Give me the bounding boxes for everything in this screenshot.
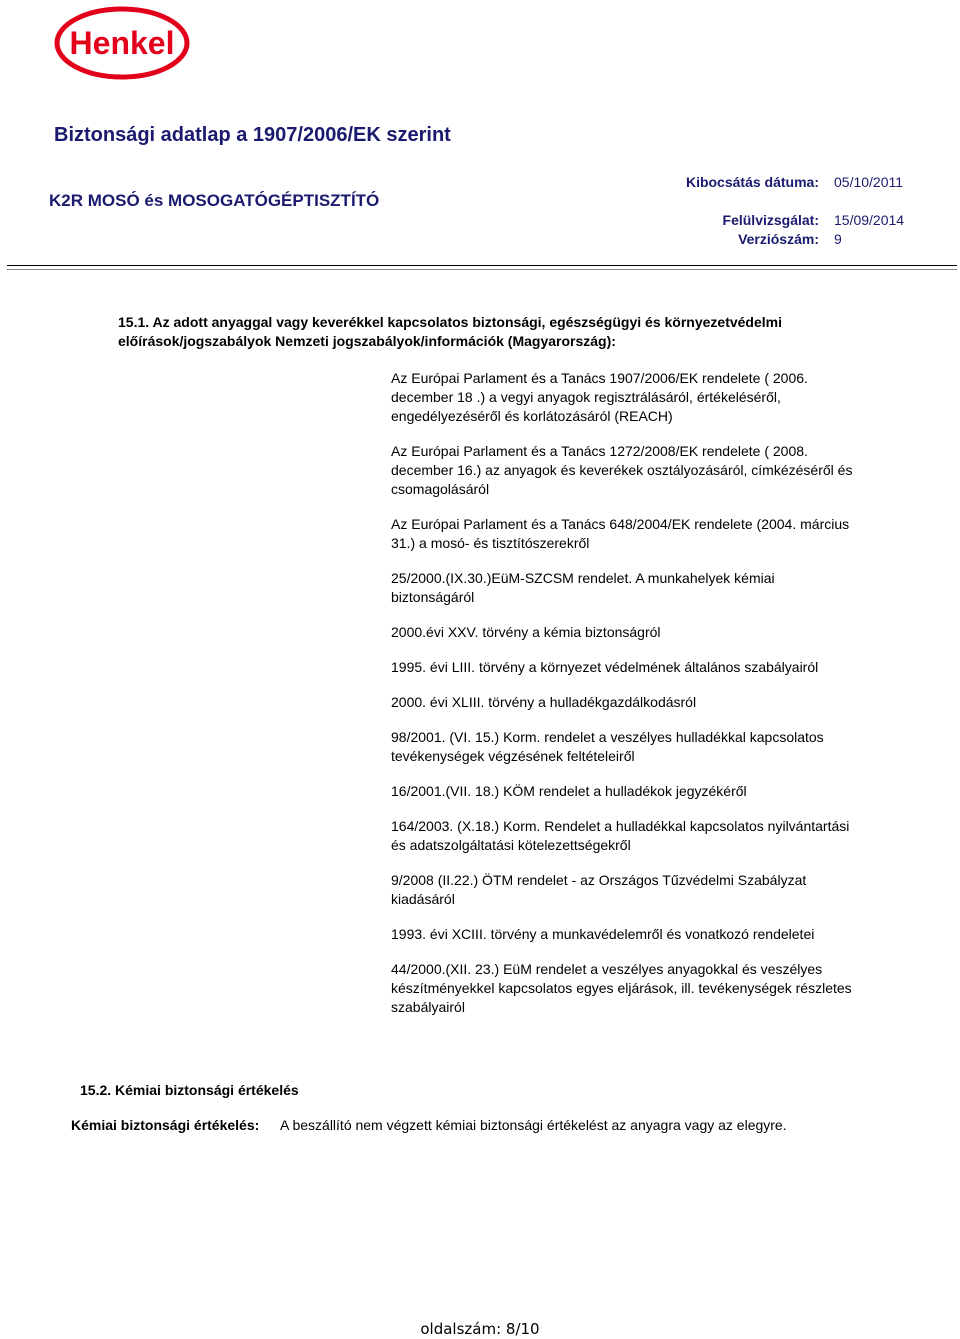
list-item: 1993. évi XCIII. törvény a munkavédelemről és vonatkozó rendeletei [391, 926, 815, 942]
list-item: 2000.évi XXV. törvény a kémia biztonságról [391, 624, 661, 640]
version-value: 9 [834, 231, 842, 247]
section-15-1-title: Az adott anyaggal vagy keverékkel kapcsolatos biztonsági, egészségügyi és környezetvédelmi előírások/jogszabályok Nemzeti jogszabályok/információk (Magyarország): [118, 314, 782, 349]
section-15-2-heading: 15.2. Kémiai biztonsági értékelés [80, 1082, 299, 1098]
document-title: Biztonsági adatlap a 1907/2006/EK szerint [54, 124, 451, 146]
list-item: 164/2003. (X.18.) Korm. Rendelet a hulladékkal kapcsolatos nyilvántartási és adatszolgáltatási kötelezettségekről [391, 818, 850, 853]
revision-date-label: Felülvizsgálat: [722, 212, 819, 228]
list-item: Az Európai Parlament és a Tanács 648/2004/EK rendelete (2004. március 31.) a mosó- és tisztítószerekről [391, 516, 850, 551]
assessment-value: A beszállító nem végzett kémiai biztonsági értékelést az anyagra vagy az elegyre. [280, 1117, 787, 1133]
list-item: 44/2000.(XII. 23.) EüM rendelet a veszélyes anyagokkal és veszélyes készítményekkel kapcsolatos egyes eljárások, ill. tevékenységek részletes szabályairól [391, 961, 852, 1015]
section-15-1-number: 15.1. [118, 314, 150, 330]
section-15-1-heading [118, 313, 848, 351]
list-item: 9/2008 (II.22.) ÖTM rendelet - az Országos Tűzvédelmi Szabályzat kiadásáról [391, 872, 807, 907]
page-number: oldalszám: 8/10 [420, 1320, 540, 1338]
list-item: 16/2001.(VII. 18.) KÖM rendelet a hulladékok jegyzékéről [391, 783, 747, 799]
logo-text: Henkel [69, 25, 175, 61]
regulation-list [391, 369, 861, 1033]
version-label: Verziószám: [738, 231, 819, 247]
list-item: 2000. évi XLIII. törvény a hulladékgazdálkodásról [391, 694, 697, 710]
header-divider-thin [7, 269, 957, 270]
issue-date-value: 05/10/2011 [834, 174, 904, 190]
list-item: 25/2000.(IX.30.)EüM-SZCSM rendelet. A munkahelyek kémiai biztonságáról [391, 570, 775, 605]
list-item: 98/2001. (VI. 15.) Korm. rendelet a veszélyes hulladékkal kapcsolatos tevékenységek végzésének feltételeiről [391, 729, 824, 764]
list-item: Az Európai Parlament és a Tanács 1272/2008/EK rendelete ( 2008. december 16.) az anyagok és keverékek osztályozásáról, címkézéséről és csomagolásáról [391, 443, 853, 497]
henkel-logo-icon [54, 6, 190, 80]
revision-date-value: 15/09/2014 [834, 212, 905, 228]
assessment-label: Kémiai biztonsági értékelés: [71, 1117, 260, 1133]
henkel-logo [54, 6, 190, 80]
list-item: Az Európai Parlament és a Tanács 1907/2006/EK rendelete ( 2006. december 18 .) a vegyi anyagok regisztrálásáról, értékeléséről, engedélyezéséről és korlátozásáról (REACH) [391, 370, 808, 424]
product-name: K2R MOSÓ és MOSOGATÓGÉPTISZTÍTÓ [49, 191, 380, 210]
header-divider [7, 265, 957, 266]
list-item: 1995. évi LIII. törvény a környezet védelmének általános szabályairól [391, 659, 819, 675]
issue-date-label: Kibocsátás dátuma: [685, 174, 819, 190]
